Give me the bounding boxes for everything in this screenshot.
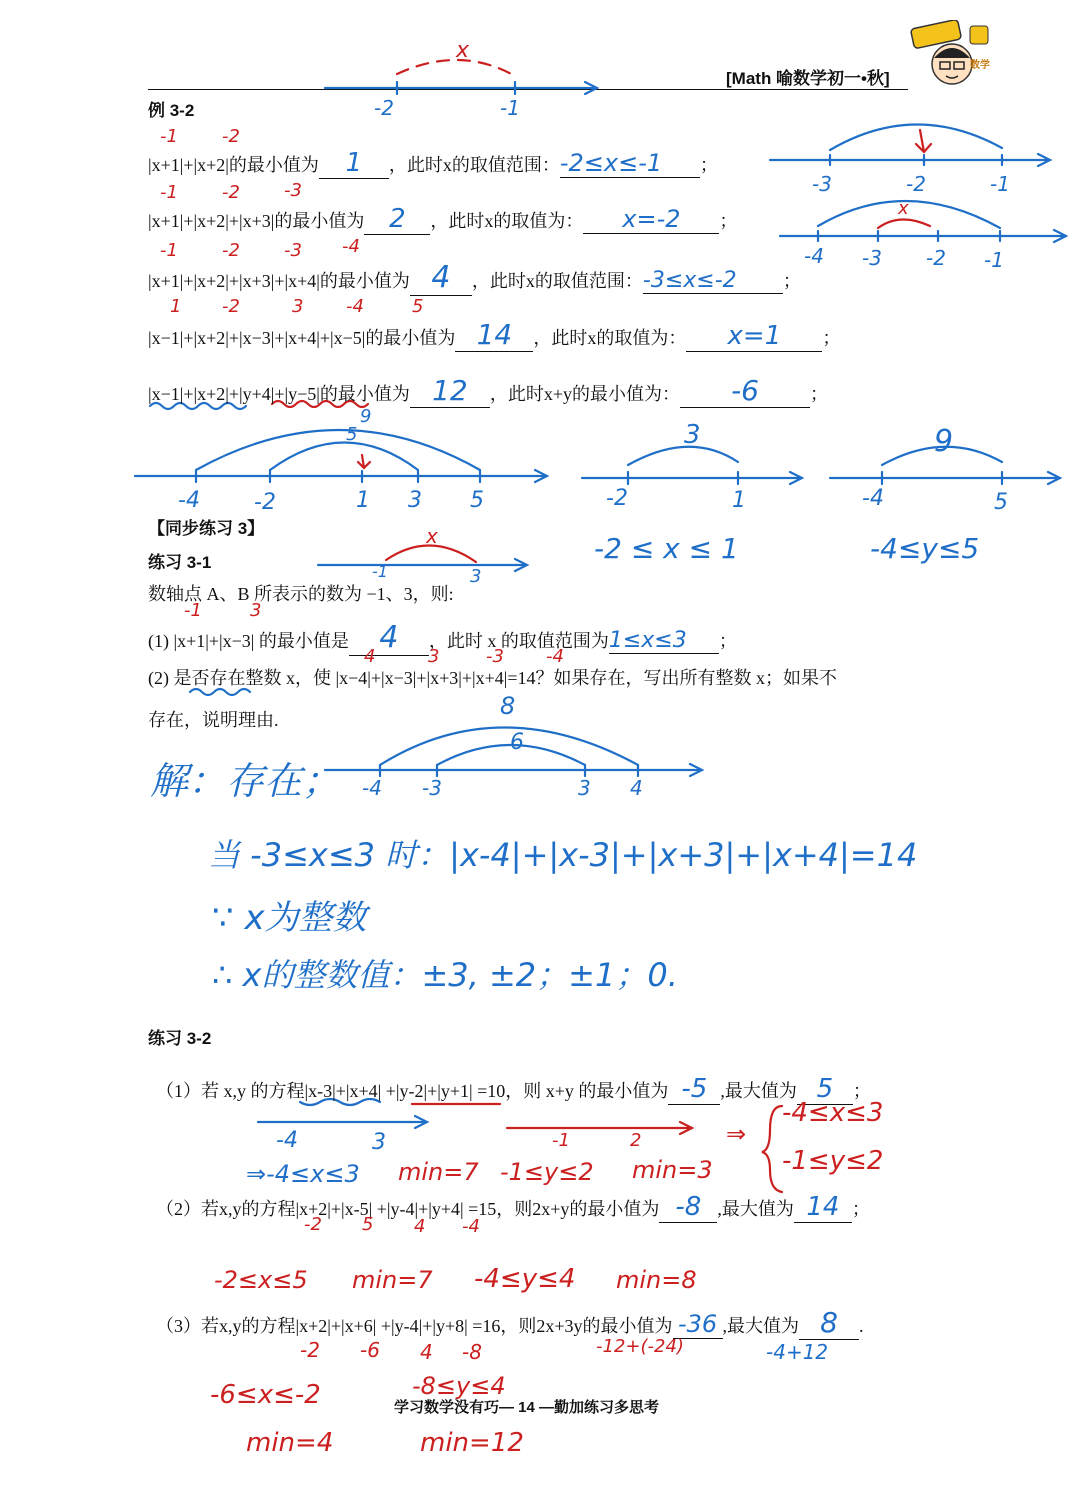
ex2-q1 <box>156 1074 871 1105</box>
hand-note: min=4 <box>246 1428 334 1458</box>
solution-line-3: ∵ x为整数 <box>212 898 367 938</box>
end-punct: ； <box>699 155 718 175</box>
answer-value: x=1 <box>727 321 782 351</box>
mark: 3 <box>428 646 440 667</box>
mid-text: ，此时x的取值范围： <box>388 155 560 175</box>
answer-max: 14 <box>806 1192 840 1222</box>
hand-note: -1≤y≤2 <box>500 1158 594 1186</box>
solution-line-4: ∴ x的整数值：±3, ±2；±1；0. <box>212 956 678 994</box>
ex2-title: 练习 3-2 <box>148 1029 212 1048</box>
hand-note: min=3 <box>632 1156 713 1184</box>
hand-note: -8≤y≤4 <box>412 1372 506 1400</box>
mark: 4 <box>420 1340 433 1364</box>
mark: 5 <box>412 296 424 317</box>
solution-line-1: 解：存在； <box>150 759 341 803</box>
example-line-5 <box>148 374 828 408</box>
mid-text: ,最大值为 <box>717 1199 794 1219</box>
end-punct: ； <box>719 211 738 231</box>
implies-icon: ⇒ <box>726 1120 747 1148</box>
nl-label: -2 <box>606 486 628 511</box>
mid-text: ，此时x的取值为： <box>533 328 687 348</box>
ex1-q1 <box>148 620 737 656</box>
mark: -2 <box>300 1338 320 1362</box>
answer-min: -36 <box>677 1310 718 1338</box>
hand-note: -4≤y≤4 <box>474 1264 576 1294</box>
question-text: （3）若x,y的方程|x+2|+|x+6| +|y-4|+|y+8| =16，则2x+3y的最小值为 <box>156 1316 673 1336</box>
mark: -3 <box>284 180 302 201</box>
nl-label: -4 <box>178 488 200 513</box>
end-punct: ； <box>822 328 841 348</box>
example-line-3 <box>148 260 801 296</box>
nl-label: 9 <box>934 424 954 459</box>
answer-min: -5 <box>681 1074 708 1104</box>
nl-label: -1 <box>372 562 388 581</box>
nl-label: 5 <box>346 424 358 445</box>
answer-value: x=-2 <box>622 205 681 233</box>
sync-title: 【同步练习 3】 <box>148 519 265 538</box>
mark: 3 <box>292 296 304 317</box>
mark: -6 <box>360 1338 380 1362</box>
hand-note: min=12 <box>420 1428 524 1458</box>
answer-min: 14 <box>476 318 513 351</box>
answer-min: -8 <box>675 1192 702 1222</box>
answer-max: 8 <box>820 1306 838 1339</box>
end-punct: ； <box>718 631 737 651</box>
nl-label: 9 <box>360 406 372 427</box>
nl-label: x <box>426 524 438 548</box>
nl-label: -4 <box>276 1128 298 1153</box>
mark: -1 <box>184 600 202 621</box>
mid-text: ,最大值为 <box>722 1316 800 1336</box>
nl-label: -1 <box>984 248 1004 272</box>
end-punct: ； <box>851 1199 870 1219</box>
nl-label: 6 <box>510 730 524 755</box>
range-y: -4≤y≤5 <box>870 532 980 565</box>
mark: 4 <box>364 646 376 667</box>
mark: -2 <box>222 126 240 147</box>
mid-text: ，此时 x 的取值范围为 <box>428 631 609 651</box>
hand-note: ⇒-4≤x≤3 <box>246 1160 360 1188</box>
example-line-2 <box>148 204 737 235</box>
nl-label: 2 <box>630 1130 642 1151</box>
answer-range: 1≤x≤3 <box>608 628 687 653</box>
answer-max: 5 <box>816 1074 834 1104</box>
nl-label: 1 <box>732 488 746 513</box>
mark: -1 <box>160 126 178 147</box>
nl-label: -3 <box>422 776 442 800</box>
nl-label: 8 <box>500 692 516 720</box>
ex1-intro: 数轴点 A、B 所表示的数为 −1、3，则: <box>148 584 454 604</box>
ex1-title: 练习 3-1 <box>148 553 212 572</box>
answer-min: 4 <box>431 260 451 295</box>
solution-line-2: 当 -3≤x≤3 时：|x-4|+|x-3|+|x+3|+|x+4|=14 <box>208 836 918 874</box>
example-line-4 <box>148 318 840 352</box>
mark: 4 <box>414 1216 426 1237</box>
nl-label: -2 <box>254 490 276 515</box>
hand-note: min=7 <box>352 1266 433 1294</box>
mid-text: ，此时x的取值为： <box>430 211 584 231</box>
nl-label: -1 <box>990 172 1010 196</box>
mark: -2 <box>304 1214 322 1235</box>
header-brand: [Math 喻数学初一•秋] <box>726 69 890 88</box>
mark: -12+(-24) <box>596 1336 684 1357</box>
answer-min: 1 <box>345 148 363 178</box>
mid-text: ,最大值为 <box>720 1081 797 1101</box>
page-footer: 学习数学没有巧— 14 —勤加练习多思考 <box>394 1399 660 1416</box>
mark: -2 <box>222 296 240 317</box>
nl-label: -3 <box>862 246 882 270</box>
answer-range: -2≤x≤-1 <box>559 149 663 177</box>
nl-label: -2 <box>926 246 946 270</box>
expr: |x+1|+|x+2|+|x+3|+|x+4|的最小值为 <box>148 271 410 291</box>
expr: |x+1|+|x+2|的最小值为 <box>148 155 319 175</box>
mark: -2 <box>222 182 240 203</box>
ex1-q2-cont: 存在，说明理由. <box>148 710 279 730</box>
mark: -1 <box>160 240 178 261</box>
example-title: 例 3-2 <box>148 101 195 120</box>
mark: -4+12 <box>766 1340 829 1364</box>
mark: -4 <box>342 236 360 257</box>
nl-label: 4 <box>630 776 643 800</box>
mark: -4 <box>462 1216 480 1237</box>
mark: -1 <box>160 182 178 203</box>
nl-label: 5 <box>994 490 1008 515</box>
end-punct: ； <box>782 271 801 291</box>
answer-range: -3≤x≤-2 <box>642 268 737 293</box>
mark: 3 <box>250 600 262 621</box>
end-punct: ； <box>852 1081 871 1101</box>
mark: 5 <box>362 1214 374 1235</box>
ex2-q3 <box>156 1306 864 1340</box>
mid-text: ，此时x+y的最小值为： <box>489 384 681 404</box>
nl-label: -2 <box>374 96 394 120</box>
nl-label: 1 <box>356 488 370 513</box>
nl-label: x <box>456 38 470 63</box>
expr: |x−1|+|x+2|+|y+4|+|y−5|的最小值为 <box>148 384 410 404</box>
nl-label: 3 <box>684 420 701 450</box>
hand-note: -1≤y≤2 <box>782 1146 884 1176</box>
mark: -3 <box>284 240 302 261</box>
hand-note: -2≤x≤5 <box>214 1266 308 1294</box>
mid-text: ，此时x的取值范围： <box>471 271 643 291</box>
ex2-q2 <box>156 1192 870 1223</box>
nl-label: 3 <box>408 488 422 513</box>
nl-label: -4 <box>804 244 824 268</box>
ex1-q2: (2) 是否存在整数 x，使 |x−4|+|x−3|+|x+3|+|x+4|=14？如果存在，写出所有整数 x；如果不 <box>148 668 838 688</box>
logo-text: 数学 <box>970 60 990 71</box>
answer-min: 2 <box>389 204 406 234</box>
nl-label: -1 <box>500 96 520 120</box>
nl-label: x <box>898 198 909 219</box>
expr: |x−1|+|x+2|+|x−3|+|x+4|+|x−5|的最小值为 <box>148 328 456 348</box>
answer-xy-min: -6 <box>731 374 759 407</box>
mark: 1 <box>170 296 182 317</box>
expr: |x+1|+|x+2|+|x+3|的最小值为 <box>148 211 365 231</box>
end-punct: . <box>859 1316 864 1336</box>
example-line-1 <box>148 148 718 179</box>
mark: -4 <box>346 296 364 317</box>
mark: -3 <box>486 646 504 667</box>
expr: (1) |x+1|+|x−3| 的最小值是 <box>148 631 349 651</box>
hand-note: min=8 <box>616 1266 697 1294</box>
hand-note: -4≤x≤3 <box>782 1098 884 1128</box>
mark: -4 <box>546 646 564 667</box>
range-x: -2 ≤ x ≤ 1 <box>594 532 739 565</box>
hand-note: -6≤x≤-2 <box>210 1380 321 1410</box>
mark: -8 <box>462 1340 482 1364</box>
nl-label: 3 <box>578 776 591 800</box>
nl-label: -1 <box>552 1130 570 1151</box>
mark: -2 <box>222 240 240 261</box>
nl-label: 5 <box>470 488 484 513</box>
nl-label: -3 <box>812 172 832 196</box>
question-text: （1）若 x,y 的方程|x-3|+|x+4| +|y-2|+|y+1| =10，则 x+y 的最小值为 <box>156 1081 669 1101</box>
nl-label: -4 <box>362 776 382 800</box>
answer-min: 4 <box>379 620 399 655</box>
nl-label: 3 <box>470 566 482 587</box>
nl-label: 3 <box>372 1130 386 1155</box>
question-text: （2）若x,y的方程|x+2|+|x-5| +|y-4|+|y+4| =15，则2x+y的最小值为 <box>156 1199 660 1219</box>
end-punct: ； <box>810 384 829 404</box>
nl-label: -2 <box>906 172 926 196</box>
hand-note: min=7 <box>398 1158 479 1186</box>
answer-min: 12 <box>432 374 468 407</box>
nl-label: -4 <box>862 486 884 511</box>
